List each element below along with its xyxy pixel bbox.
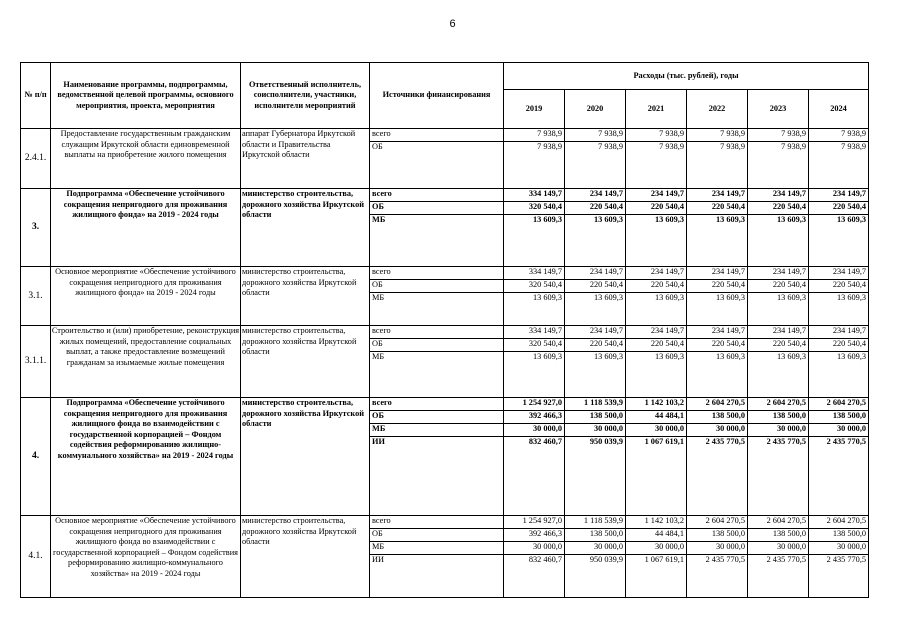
expense-value: 30 000,0 [504,542,565,555]
expense-value: 1 254 927,0 [504,398,565,411]
program-name: Строительство и (или) приобретение, реконструкция жилых помещений, предоставление социальных выплат, а также предоставление возмещений гражданам за изымаемые жилые помещения [51,326,241,398]
expense-value: 1 142 103,2 [626,516,687,529]
funding-source: всего [370,267,504,280]
expense-value: 138 500,0 [748,529,809,542]
expense-value: 234 149,7 [687,189,748,202]
expense-value: 138 500,0 [565,529,626,542]
row-number: 4. [21,398,51,516]
expense-value: 7 938,9 [809,129,869,142]
executor: министерство строительства, дорожного хозяйства Иркутской области [241,189,370,267]
expense-value: 2 604 270,5 [748,398,809,411]
expense-value: 220 540,4 [748,202,809,215]
expense-value: 2 604 270,5 [748,516,809,529]
header-year: 2023 [748,90,809,129]
expense-value: 234 149,7 [565,267,626,280]
expense-value: 2 435 770,5 [809,437,869,516]
table-row [21,516,869,529]
expense-value: 220 540,4 [565,280,626,293]
expense-value: 13 609,3 [748,352,809,398]
expense-value: 320 540,4 [504,280,565,293]
expense-value: 7 938,9 [504,142,565,189]
expense-value: 138 500,0 [809,411,869,424]
expense-value: 7 938,9 [748,142,809,189]
program-name: Подпрограмма «Обеспечение устойчивого сокращения непригодного для проживания жилищного фонда» на 2019 - 2024 годы [51,189,241,267]
expense-value: 220 540,4 [748,280,809,293]
program-name: Подпрограмма «Обеспечение устойчивого сокращения непригодного для проживания жилищного фонда во взаимодействии с государственной корпорацией – Фондом содействия реформированию жилищно-коммунального хозяйства» на 2019 - 2024 годы [51,398,241,516]
expense-value: 220 540,4 [626,202,687,215]
header-name: Наименование программы, подпрограммы, ведомственной целевой программы, основного мероприятия, проекта, мероприятия [51,63,241,129]
expense-value: 2 604 270,5 [809,516,869,529]
expense-value: 234 149,7 [809,189,869,202]
expense-value: 138 500,0 [565,411,626,424]
header-sources: Источники финансирования [370,63,504,129]
expense-value: 44 484,1 [626,529,687,542]
expense-value: 234 149,7 [565,326,626,339]
expense-value: 220 540,4 [809,202,869,215]
expense-value: 7 938,9 [565,142,626,189]
funding-source: ИИ [370,555,504,598]
header-executor: Ответственный исполнитель, соисполнители, участники, исполнители мероприятий [241,63,370,129]
expense-value: 2 435 770,5 [748,555,809,598]
expense-value: 7 938,9 [809,142,869,189]
row-number: 4.1. [21,516,51,598]
table-row [21,326,869,339]
funding-source: всего [370,189,504,202]
expense-value: 13 609,3 [748,293,809,326]
expense-value: 30 000,0 [687,542,748,555]
expense-value: 30 000,0 [809,424,869,437]
expense-value: 138 500,0 [748,411,809,424]
expense-value: 334 149,7 [504,267,565,280]
expense-value: 1 254 927,0 [504,516,565,529]
expense-value: 7 938,9 [687,142,748,189]
funding-source: ИИ [370,437,504,516]
expense-value: 220 540,4 [687,280,748,293]
expense-value: 220 540,4 [626,339,687,352]
funding-source: всего [370,516,504,529]
expense-value: 7 938,9 [504,129,565,142]
expense-value: 234 149,7 [809,326,869,339]
expense-value: 13 609,3 [626,293,687,326]
expense-value: 234 149,7 [748,189,809,202]
expense-value: 2 435 770,5 [809,555,869,598]
expense-value: 220 540,4 [809,280,869,293]
expense-value: 832 460,7 [504,555,565,598]
expense-value: 7 938,9 [626,142,687,189]
header-year: 2024 [809,90,869,129]
expense-value: 220 540,4 [809,339,869,352]
expense-value: 1 067 619,1 [626,555,687,598]
executor: аппарат Губернатора Иркутской области и Правительства Иркутской области [241,129,370,189]
expense-value: 13 609,3 [626,352,687,398]
expense-value: 220 540,4 [687,339,748,352]
expense-value: 13 609,3 [565,293,626,326]
funding-source: всего [370,129,504,142]
expense-value: 234 149,7 [565,189,626,202]
expense-value: 13 609,3 [504,352,565,398]
expense-value: 234 149,7 [748,326,809,339]
table-row [21,129,869,142]
expense-value: 1 067 619,1 [626,437,687,516]
expense-value: 138 500,0 [687,529,748,542]
header-expenses: Расходы (тыс. рублей), годы [504,63,869,90]
funding-source: МБ [370,542,504,555]
expense-value: 234 149,7 [809,267,869,280]
expense-value: 234 149,7 [626,326,687,339]
expense-value: 30 000,0 [626,424,687,437]
expense-value: 234 149,7 [687,326,748,339]
expense-value: 320 540,4 [504,339,565,352]
funding-source: МБ [370,424,504,437]
expense-value: 13 609,3 [565,352,626,398]
expense-value: 13 609,3 [809,352,869,398]
expense-value: 7 938,9 [748,129,809,142]
expense-value: 7 938,9 [565,129,626,142]
program-name: Основное мероприятие «Обеспечение устойчивого сокращения непригодного для проживания жилищного фонда во взаимодействии с государственной корпорацией – Фондом содействия реформированию жилищно-коммунального хозяйства» на 2019 - 2024 годы [51,516,241,598]
expense-value: 334 149,7 [504,189,565,202]
funding-source: МБ [370,215,504,267]
funding-source: ОБ [370,202,504,215]
executor: министерство строительства, дорожного хозяйства Иркутской области [241,398,370,516]
expense-value: 13 609,3 [504,215,565,267]
expense-value: 220 540,4 [565,339,626,352]
header-year: 2019 [504,90,565,129]
table-row [21,267,869,280]
expense-value: 2 435 770,5 [687,437,748,516]
funding-source: ОБ [370,529,504,542]
expense-value: 392 466,3 [504,411,565,424]
row-number: 2.4.1. [21,129,51,189]
expense-value: 832 460,7 [504,437,565,516]
table-row [21,189,869,202]
expense-value: 220 540,4 [626,280,687,293]
funding-source: МБ [370,352,504,398]
expense-value: 1 142 103,2 [626,398,687,411]
expense-value: 220 540,4 [565,202,626,215]
executor: министерство строительства, дорожного хозяйства Иркутской области [241,326,370,398]
expense-value: 2 435 770,5 [748,437,809,516]
expense-value: 950 039,9 [565,437,626,516]
expense-value: 234 149,7 [626,189,687,202]
expense-value: 138 500,0 [809,529,869,542]
row-number: 3. [21,189,51,267]
expense-value: 13 609,3 [809,293,869,326]
funding-source: ОБ [370,280,504,293]
expense-value: 2 604 270,5 [687,398,748,411]
expense-value: 30 000,0 [504,424,565,437]
page-number: 6 [449,18,456,30]
expense-value: 7 938,9 [626,129,687,142]
expense-value: 234 149,7 [748,267,809,280]
expense-value: 30 000,0 [626,542,687,555]
expense-value: 334 149,7 [504,326,565,339]
header-year: 2020 [565,90,626,129]
expense-value: 2 604 270,5 [687,516,748,529]
expense-value: 2 604 270,5 [809,398,869,411]
program-name: Основное мероприятие «Обеспечение устойчивого сокращения непригодного для проживания жилищного фонда» на 2019 - 2024 годы [51,267,241,326]
expense-value: 13 609,3 [687,293,748,326]
expense-value: 138 500,0 [687,411,748,424]
executor: министерство строительства, дорожного хозяйства Иркутской области [241,516,370,598]
expense-value: 13 609,3 [809,215,869,267]
expense-value: 234 149,7 [687,267,748,280]
expense-value: 30 000,0 [809,542,869,555]
expense-value: 13 609,3 [565,215,626,267]
funding-source: МБ [370,293,504,326]
expense-value: 30 000,0 [748,542,809,555]
funding-source: всего [370,398,504,411]
expense-value: 30 000,0 [565,424,626,437]
expense-value: 30 000,0 [565,542,626,555]
row-number: 3.1.1. [21,326,51,398]
funding-source: всего [370,326,504,339]
expense-value: 13 609,3 [687,215,748,267]
funding-source: ОБ [370,411,504,424]
expense-value: 320 540,4 [504,202,565,215]
expense-value: 220 540,4 [748,339,809,352]
expense-value: 13 609,3 [626,215,687,267]
expense-value: 13 609,3 [748,215,809,267]
header-year: 2021 [626,90,687,129]
program-name: Предоставление государственным гражданским служащим Иркутской области единовременной выплаты на приобретение жилого помещения [51,129,241,189]
expense-value: 44 484,1 [626,411,687,424]
expense-value: 2 435 770,5 [687,555,748,598]
expense-value: 30 000,0 [687,424,748,437]
expense-value: 30 000,0 [748,424,809,437]
expense-value: 13 609,3 [687,352,748,398]
financing-table [20,62,869,598]
table-row [21,398,869,411]
expense-value: 234 149,7 [626,267,687,280]
expense-value: 1 118 539,9 [565,398,626,411]
expense-value: 1 118 539,9 [565,516,626,529]
expense-value: 392 466,3 [504,529,565,542]
funding-source: ОБ [370,142,504,189]
executor: министерство строительства, дорожного хозяйства Иркутской области [241,267,370,326]
funding-source: ОБ [370,339,504,352]
expense-value: 220 540,4 [687,202,748,215]
expense-value: 950 039,9 [565,555,626,598]
row-number: 3.1. [21,267,51,326]
header-no: № п/п [21,63,51,129]
expense-value: 13 609,3 [504,293,565,326]
header-year: 2022 [687,90,748,129]
expense-value: 7 938,9 [687,129,748,142]
